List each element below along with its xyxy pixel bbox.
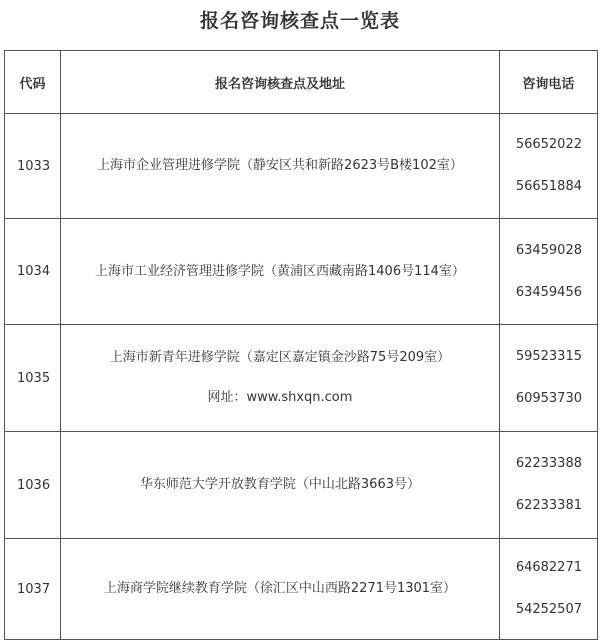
code-cell: 1036 (5, 432, 61, 539)
phone-number: 63459028 (515, 242, 582, 258)
code-cell: 1033 (5, 114, 61, 219)
phone-number: 64682271 (515, 560, 582, 575)
address-text: 上海商学院继续教育学院（徐汇区中山西路2271号1301室） (103, 581, 457, 596)
code-cell: 1037 (5, 539, 61, 640)
address-cell (61, 432, 500, 539)
table-row (5, 539, 598, 640)
code-cell: 1034 (5, 219, 61, 325)
code-cell: 1035 (5, 325, 61, 432)
page-title: 报名咨询核查点一览表 (199, 10, 400, 32)
phone-number: 62233381 (515, 498, 582, 513)
phone-cell (499, 325, 597, 432)
table-row (5, 219, 598, 325)
table-row (5, 114, 598, 219)
address-cell (61, 325, 500, 432)
phone-cell (499, 219, 597, 325)
address-text: 上海市工业经济管理进修学院（黄浦区西藏南路1406号114室） (95, 263, 465, 279)
phone-cell (499, 539, 597, 640)
address-text: 上海市新青年进修学院（嘉定区嘉定镇金沙路75号209室） (109, 350, 451, 365)
table-header-row (5, 51, 598, 114)
phone-number: 54252507 (515, 602, 582, 617)
phone-cell (499, 432, 597, 539)
phone-cell (499, 114, 597, 219)
header-address: 报名咨询核查点及地址 (61, 51, 500, 114)
phone-number: 60953730 (515, 391, 582, 406)
address-text: 华东师范大学开放教育学院（中山北路3663号） (139, 477, 420, 492)
address-text: 上海市企业管理进修学院（静安区共和新路2623号B楼102室） (97, 158, 463, 173)
address-cell (61, 219, 500, 325)
phone-number: 59523315 (515, 349, 582, 364)
website-link[interactable]: 网址：www.shxqn.com (207, 390, 353, 405)
table-row (5, 325, 598, 432)
address-cell (61, 114, 500, 219)
header-phone: 咨询电话 (499, 51, 597, 114)
header-code: 代码 (5, 51, 61, 114)
phone-number: 56651884 (515, 179, 582, 194)
table-row (5, 432, 598, 539)
phone-number: 62233388 (515, 456, 582, 471)
address-cell (61, 539, 500, 640)
phone-number: 56652022 (515, 137, 582, 152)
phone-number: 63459456 (515, 284, 582, 300)
consultation-table (4, 50, 598, 640)
